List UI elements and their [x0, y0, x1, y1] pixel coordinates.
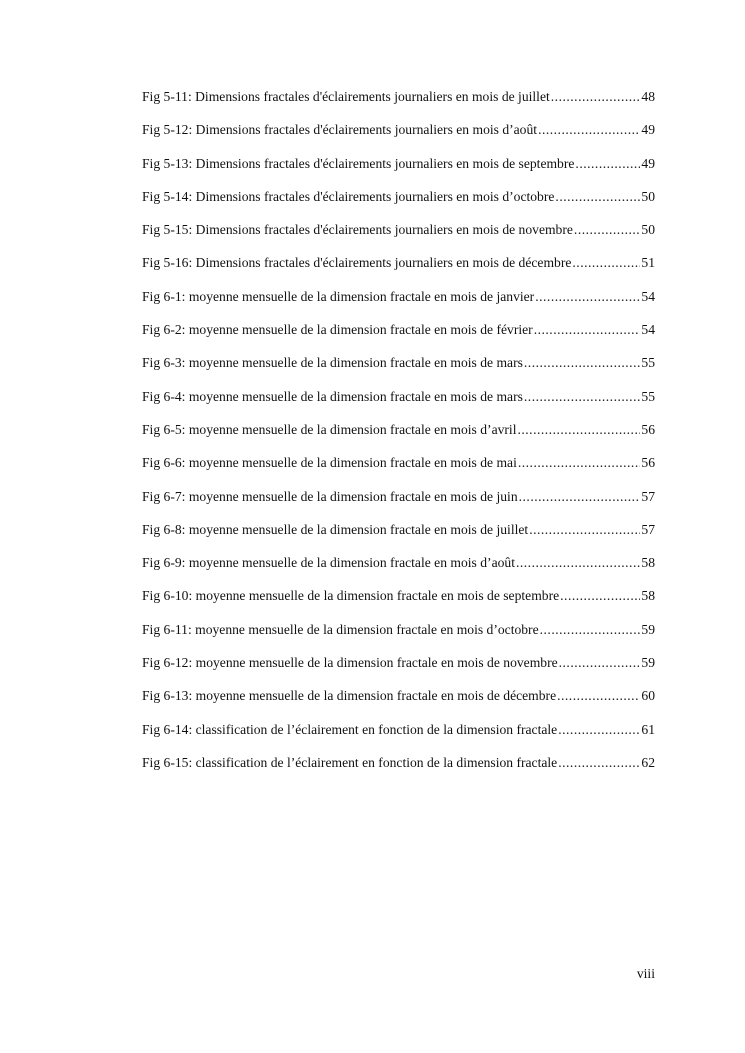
toc-entry-label: Fig 5-11: Dimensions fractales d'éclairements journaliers en mois de juillet [142, 89, 550, 104]
toc-entry-label: Fig 6-14: classification de l’éclairement en fonction de la dimension fractale [142, 721, 558, 737]
toc-entry[interactable] [142, 320, 655, 353]
toc-entry-label: Fig 6-8: moyenne mensuelle de la dimension fractale en mois de juillet [142, 521, 529, 537]
toc-entry-page: 54 [641, 288, 655, 304]
toc-entry[interactable] [142, 720, 655, 753]
toc-entry-label: Fig 6-10: moyenne mensuelle de la dimension fractale en mois de septembre [142, 588, 560, 604]
toc-entry-page: 61 [641, 721, 655, 737]
toc-entry-label: Fig 6-4: moyenne mensuelle de la dimension fractale en mois de mars [142, 388, 523, 404]
toc-entry[interactable] [142, 253, 655, 286]
toc-entry-label: Fig 5-13: Dimensions fractales d'éclairements journaliers en mois de septembre [142, 155, 575, 171]
toc-entry-label: Fig 5-12: Dimensions fractales d'éclairements journaliers en mois d’août [142, 122, 538, 138]
toc-entry-page: 55 [641, 388, 655, 404]
toc-entry[interactable] [142, 586, 655, 619]
dot-leader [518, 453, 641, 473]
toc-entry-label: Fig 6-7: moyenne mensuelle de la dimension fractale en mois de juin [142, 488, 518, 504]
toc-entry-page: 60 [641, 688, 655, 704]
dot-leader [540, 620, 641, 640]
dot-leader [529, 520, 640, 540]
dot-leader [555, 187, 640, 207]
toc-entry-label: Fig 6-9: moyenne mensuelle de la dimension fractale en mois d’août [142, 555, 515, 571]
dot-leader [524, 387, 641, 407]
toc-entry[interactable] [142, 553, 655, 586]
dot-leader [517, 420, 640, 440]
dot-leader [535, 287, 640, 307]
toc-entry-label: Fig 6-3: moyenne mensuelle de la dimension fractale en mois de mars [142, 355, 523, 371]
toc-entry-label: Fig 6-1: moyenne mensuelle de la dimension fractale en mois de janvier [142, 288, 535, 304]
toc-entry-label: Fig 6-12: moyenne mensuelle de la dimension fractale en mois de novembre [142, 655, 558, 671]
toc-entry[interactable] [142, 420, 655, 453]
toc-entry-label: Fig 5-14: Dimensions fractales d'éclairements journaliers en mois d’octobre [142, 188, 555, 204]
dot-leader [516, 553, 640, 573]
toc-entry[interactable] [142, 620, 655, 653]
dot-leader [558, 753, 640, 773]
toc-entry-page: 49 [641, 122, 655, 138]
dot-leader [560, 586, 640, 606]
dot-leader [538, 120, 640, 140]
dot-leader [559, 653, 641, 673]
dot-leader [572, 253, 640, 273]
toc-entry[interactable] [142, 220, 655, 253]
toc-entry-page: 58 [641, 588, 655, 604]
toc-entry[interactable] [142, 487, 655, 520]
toc-entry-label: Fig 5-15: Dimensions fractales d'éclairements journaliers en mois de novembre [142, 222, 573, 238]
toc-entry[interactable] [142, 453, 655, 486]
toc-entry-page: 56 [641, 455, 655, 471]
toc-entry-page: 51 [641, 255, 655, 271]
toc-entry-label: Fig 6-15: classification de l’éclairement en fonction de la dimension fractale [142, 754, 558, 770]
toc-entry-page: 48 [641, 89, 655, 104]
dot-leader [558, 720, 640, 740]
toc-entry-page: 55 [641, 355, 655, 371]
toc-entry[interactable] [142, 520, 655, 553]
toc-entry-page: 56 [641, 421, 655, 437]
toc-entry[interactable] [142, 287, 655, 320]
toc-entry[interactable] [142, 87, 655, 120]
toc-entry-page: 57 [641, 488, 655, 504]
toc-entry-label: Fig 6-11: moyenne mensuelle de la dimension fractale en mois d’octobre [142, 621, 539, 637]
toc-entry-page: 59 [641, 621, 655, 637]
toc-entry-page: 57 [641, 521, 655, 537]
toc-entry-label: Fig 6-5: moyenne mensuelle de la dimension fractale en mois d’avril [142, 421, 517, 437]
dot-leader [519, 487, 641, 507]
dot-leader [574, 220, 640, 240]
toc-entry-label: Fig 5-16: Dimensions fractales d'éclairements journaliers en mois de décembre [142, 255, 572, 271]
toc-entry[interactable] [142, 154, 655, 187]
dot-leader [551, 87, 641, 107]
list-of-figures [142, 87, 655, 786]
toc-entry[interactable] [142, 120, 655, 153]
toc-entry-label: Fig 6-2: moyenne mensuelle de la dimension fractale en mois de février [142, 322, 533, 338]
dot-leader [575, 154, 640, 174]
toc-entry-page: 62 [641, 754, 655, 770]
toc-entry-label: Fig 6-6: moyenne mensuelle de la dimension fractale en mois de mai [142, 455, 517, 471]
toc-entry[interactable] [142, 753, 655, 786]
toc-entry-page: 58 [641, 555, 655, 571]
toc-entry-page: 59 [641, 655, 655, 671]
toc-entry[interactable] [142, 653, 655, 686]
toc-entry-page: 50 [641, 188, 655, 204]
toc-entry-label: Fig 6-13: moyenne mensuelle de la dimension fractale en mois de décembre [142, 688, 557, 704]
toc-entry-page: 50 [641, 222, 655, 238]
toc-entry[interactable] [142, 686, 655, 719]
toc-entry-page: 49 [641, 155, 655, 171]
toc-entry[interactable] [142, 353, 655, 386]
dot-leader [534, 320, 641, 340]
dot-leader [524, 353, 641, 373]
toc-entry[interactable] [142, 187, 655, 220]
toc-entry-page: 54 [641, 322, 655, 338]
toc-entry[interactable] [142, 387, 655, 420]
dot-leader [557, 686, 640, 706]
page-number: viii [636, 966, 655, 981]
